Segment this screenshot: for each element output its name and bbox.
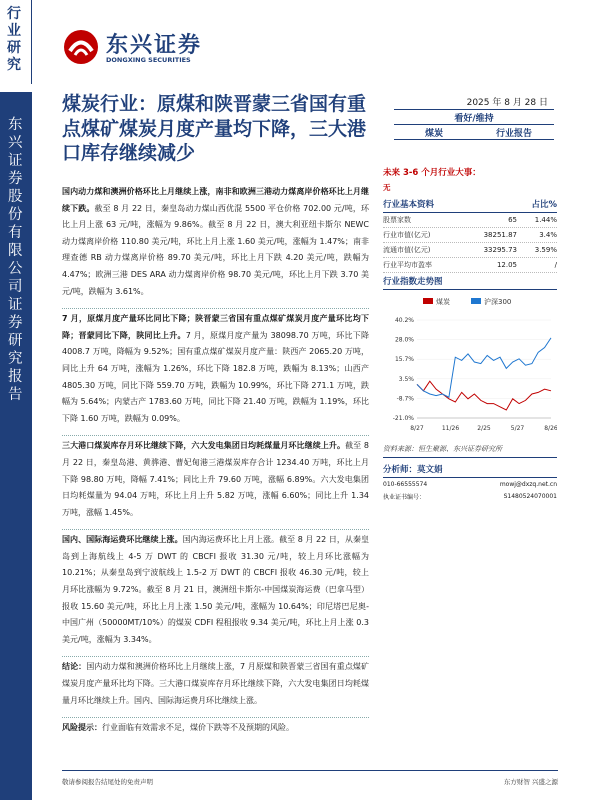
stat-row [383, 228, 557, 243]
para-text: 7 月，原煤月度产量为 38098.70 万吨，环比下降 4008.7 万吨，降幅为 9.52%；国有重点煤矿煤炭月度产量：陕西产 2065.20 万吨，同比上升 64 万吨，涨幅为 1.26%，环比下降 182.8 万吨，跌幅为 8.13%；山西产 4805.30 万吨，同比下降 559.70 万吨，跌幅为 10.99%，环比下降 271.1 万吨，跌幅为 5.64%；内蒙古产 1783.60 万吨，同比下降 21.40 万吨，跌幅为 1.19%，环比下降 1.60 万吨，跌幅为 0.09%。 [62, 330, 369, 423]
stat-pct: / [554, 261, 557, 269]
stat-key: 流通市值(亿元) [383, 246, 431, 254]
sidebar-top-text: 行业研究 [7, 6, 21, 73]
info-box [394, 95, 554, 140]
series-line [417, 338, 551, 397]
paragraph [62, 718, 369, 745]
logo-mark-icon [62, 28, 100, 66]
x-tick-label: 8/27 [410, 425, 424, 432]
para-bold: 国内、国际海运费环比继续上涨。 [62, 535, 183, 545]
para-bold: 风险提示： [62, 723, 102, 733]
legend-swatch [423, 298, 433, 304]
stat-key: 股票家数 [383, 216, 411, 224]
stat-key: 行业市值(亿元) [383, 231, 431, 239]
analyst-heading: 分析师：莫文娟 [383, 463, 557, 478]
sidebar-top [0, 0, 32, 84]
sector-tag: 煤炭 [424, 129, 443, 139]
stat-row [383, 243, 557, 258]
events-none: 无 [383, 183, 391, 192]
y-tick-label: 15.7% [394, 356, 414, 364]
legend-label: 煤炭 [436, 298, 450, 306]
logo-cn: 东兴证券 [106, 33, 203, 58]
para-bold: 国内动力煤和澳洲价格环比上月继续上涨，南非和欧洲三港动力煤离岸价格环比上月继续下跌。 [62, 187, 369, 213]
main-content [62, 182, 369, 745]
x-tick-label: 11/26 [441, 425, 460, 432]
stat-value: 33295.73 [483, 246, 517, 254]
y-tick-label: 3.5% [398, 375, 414, 383]
para-text: 截至 8 月 22 日，秦皇岛港、黄骅港、曹妃甸港三港煤炭库存合计 1234.40 万吨，环比上月下降 98.80 万吨，降幅 7.41%；同比上升 79.60 万吨，涨幅 6.89%。六大发电集团日均耗煤量为 94.04 万吨，环比上月上升 5.82 万吨，涨幅 6.60%；同比上升 1.34 万吨，涨幅 1.45%。 [62, 441, 369, 517]
paragraph [62, 436, 369, 530]
report-date: 2025 年 8 月 28 日 [394, 95, 554, 110]
y-tick-label: 28.0% [394, 336, 414, 344]
x-tick-label: 5/27 [510, 425, 525, 432]
index-chart-heading [383, 273, 557, 290]
basic-info-title: 行业基本资料 [383, 200, 435, 210]
basic-info-pct: 占比% [531, 200, 557, 210]
sidebar-bottom [0, 92, 32, 800]
stat-pct: 3.59% [534, 246, 557, 254]
footer-disclaimer: 敬请参阅报告结尾处的免责声明 [62, 778, 153, 786]
stat-pct: 3.4% [539, 231, 557, 239]
rating: 看好/维持 [394, 110, 554, 125]
chart-source: 资料来源：恒生聚源、东兴证券研究所 [383, 444, 557, 458]
right-column [383, 166, 557, 502]
stat-key: 行业平均市盈率 [383, 261, 432, 269]
page-footer [62, 770, 558, 786]
stats-table [383, 213, 557, 273]
para-text: 截至 8 月 22 日，秦皇岛动力煤山西优混 5500 平仓价格 702.00 元/吨，环比上月上涨 63 元/吨，涨幅为 9.86%。截至 8 月 22 日，澳大利亚纽卡斯尔 NEWC 动力煤离岸价格 110.80 美元/吨，环比上月上涨 1.60 美元/吨，涨幅为 1.47%；南非理查德 RB 动力煤离岸价格 89.70 美元/吨，环比上月下跌 4.20 美元/吨，跌幅为 4.47%；欧洲三港 DES ARA 动力煤离岸价格 98.70 美元/吨，环比上月下跌 3.70 美元/吨，跌幅为 3.61%。 [62, 203, 369, 296]
para-bold: 三大港口煤炭库存月环比继续下降，六大发电集团日均耗煤量月环比继续上升。 [62, 441, 346, 451]
report-title: 煤炭行业：原煤和陕晋蒙三省国有重点煤矿煤炭月度产量均下降，三大港口库存继续减少 [62, 93, 367, 164]
stat-row [383, 213, 557, 228]
x-tick-label: 8/26 [544, 425, 557, 432]
stat-value: 38251.87 [483, 231, 517, 239]
footer-slogan: 东方财智 兴盛之源 [503, 778, 558, 786]
para-text: 国内动力煤和澳洲价格环比上月继续上涨，7 月原煤和陕晋蒙三省国有重点煤矿煤炭月度产量环比均下降。三大港口煤炭库存月环比继续下降，六大发电集团日均耗煤量月环比继续上升。国内、国际海运费月环比继续上涨。 [62, 662, 369, 705]
analyst-phone: 010-66555574 [383, 480, 428, 488]
analyst-cert-row [383, 490, 557, 502]
analyst-cert: S1480524070001 [503, 492, 557, 500]
paragraph [62, 530, 369, 657]
stat-value: 12.05 [496, 261, 517, 269]
index-chart-title: 行业指数走势图 [383, 277, 443, 287]
basic-info-heading [383, 196, 557, 213]
y-tick-label: 40.2% [394, 317, 414, 324]
report-type-tag: 行业报告 [495, 129, 532, 139]
para-text: 国内海运费环比上月上涨。截至 8 月 22 日，从秦皇岛到上海航线上 4-5 万 DWT 的 CBCFI 报收 31.30 元/吨，较上月环比涨幅为 10.21%；从秦皇岛到宁波航线上 1.5-2 万 DWT 的 CBCFI 报收 46.30 元/吨，较上月环比涨幅为 9.72%。截至 8 月 21 日，澳洲纽卡斯尔-中国煤炭海运费（巴拿马型）报收 15.60 美元/吨，环比上月上涨 1.50 美元/吨，涨幅为 10.64%；印尼塔巴尼奥-中国广州（50000MT/10%）的煤炭 CDFI 程租报收 9.34 美元/吨，环比上月上涨 0.3 美元/吨，涨幅为 3.34%。 [62, 535, 369, 644]
index-chart [383, 290, 557, 442]
index-chart-svg [383, 290, 557, 442]
analyst-cert-label: 执业证书编号： [383, 493, 426, 501]
stat-row [383, 258, 557, 273]
sidebar [0, 0, 32, 800]
paragraph [62, 309, 369, 436]
para-bold: 结论： [62, 662, 87, 672]
x-tick-label: 2/25 [477, 425, 491, 432]
legend-label: 沪深300 [484, 298, 512, 306]
y-tick-label: -8.7% [396, 395, 414, 403]
analyst-contact [383, 478, 557, 490]
para-bold: 7 月，原煤月度产量环比同比下降；陕晋蒙三省国有重点煤矿煤炭月度产量环比均下降；晋蒙同比下降，陕同比上升。 [62, 314, 369, 340]
stat-pct: 1.44% [534, 216, 557, 224]
paragraph [62, 657, 369, 718]
paragraph [62, 182, 369, 309]
info-tags [394, 125, 554, 140]
stat-value: 65 [508, 216, 517, 224]
company-logo [62, 26, 212, 72]
para-text: 行业面临有效需求不足，煤价下跌等不及预期的风险。 [102, 723, 294, 733]
legend-swatch [471, 298, 481, 304]
events-heading: 未来 3-6 个月行业大事： [383, 168, 481, 178]
analyst-email: mowj@dxzq.net.cn [499, 480, 557, 488]
y-tick-label: -21.0% [392, 415, 414, 422]
sidebar-bottom-text: 东兴证券股份有限公司证券研究报告 [8, 117, 23, 403]
logo-en: DONGXING SECURITIES [106, 56, 191, 64]
